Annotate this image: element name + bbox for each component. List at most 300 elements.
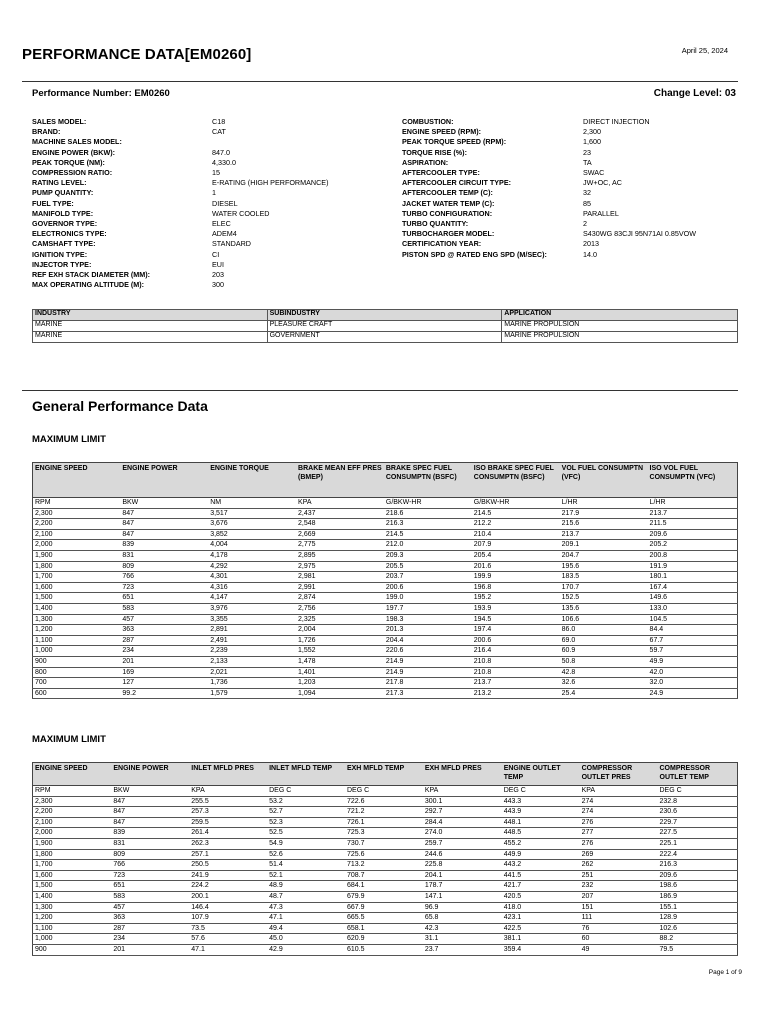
table-cell: 2,981 <box>296 572 384 583</box>
spec-value: 85 <box>583 198 591 208</box>
table-row <box>33 635 738 646</box>
table-row <box>33 625 738 636</box>
column-header: ENGINE POWER <box>120 463 208 498</box>
table-row <box>33 540 738 551</box>
spec-row <box>402 188 696 198</box>
table-cell: 2,100 <box>33 529 121 540</box>
spec-row <box>32 168 328 178</box>
table-cell: 204.1 <box>423 870 502 881</box>
table-cell: 200.1 <box>189 891 267 902</box>
table-cell: 847 <box>120 508 208 519</box>
column-header: INLET MFLD TEMP <box>267 763 345 786</box>
table-cell: 217.8 <box>384 678 472 689</box>
table-cell: 212.2 <box>472 519 560 530</box>
table-cell: 49.4 <box>267 923 345 934</box>
spec-label: ENGINE POWER (BKW): <box>32 147 116 157</box>
spec-value: DIRECT INJECTION <box>583 117 650 126</box>
table-cell: 1,800 <box>33 849 112 860</box>
table-cell: 225.8 <box>423 860 502 871</box>
table-cell: 241.9 <box>189 870 267 881</box>
table-cell: 359.4 <box>502 944 580 955</box>
table-cell: 133.0 <box>648 603 738 614</box>
table-cell: 2,991 <box>296 582 384 593</box>
table-row <box>33 603 738 614</box>
spec-value: 15 <box>212 168 220 178</box>
table-cell: 196.8 <box>472 582 560 593</box>
unit-cell: DEG C <box>267 786 345 797</box>
spec-value: WATER COOLED <box>212 208 270 218</box>
table-cell: 448.1 <box>502 817 580 828</box>
spec-value: SWAC <box>583 168 605 178</box>
table2-title: MAXIMUM LIMIT <box>32 734 106 745</box>
table-cell: 2,200 <box>33 519 121 530</box>
table-cell: 198.3 <box>384 614 472 625</box>
spec-row <box>402 137 696 147</box>
spec-row <box>402 127 696 137</box>
spec-row <box>32 260 328 270</box>
spec-row <box>32 250 328 260</box>
spec-row <box>402 158 696 168</box>
table-cell: 107.9 <box>189 913 267 924</box>
table-cell: 210.8 <box>472 667 560 678</box>
table-cell: 1,100 <box>33 923 112 934</box>
table-cell: 191.9 <box>648 561 738 572</box>
spec-value: S430WG 83CJI 95N71AI 0.85VOW <box>583 229 697 239</box>
table-row <box>33 881 738 892</box>
table-row <box>33 678 738 689</box>
column-header: COMPRESSOR OUTLET PRES <box>580 763 658 786</box>
spec-label: FUEL TYPE: <box>32 198 74 208</box>
table-cell: 800 <box>33 667 121 678</box>
page-title: PERFORMANCE DATA[EM0260] <box>22 46 252 63</box>
table-cell: 900 <box>33 656 121 667</box>
table-cell: 583 <box>120 603 208 614</box>
spec-label: AFTERCOOLER TEMP (C): <box>402 188 493 198</box>
spec-value: ADEM4 <box>212 229 237 239</box>
table-cell: 212.0 <box>384 540 472 551</box>
table-cell: 147.1 <box>423 891 502 902</box>
table-cell: 244.6 <box>423 849 502 860</box>
table-cell: 2,669 <box>296 529 384 540</box>
table-cell: 209.1 <box>560 540 648 551</box>
table-cell: 847 <box>120 519 208 530</box>
table-cell: 214.5 <box>384 529 472 540</box>
table-row <box>33 807 738 818</box>
table-row <box>33 561 738 572</box>
table-cell: 52.7 <box>267 807 345 818</box>
table-cell: 1,094 <box>296 688 384 699</box>
industry-header-cell: SUBINDUSTRY <box>267 310 502 321</box>
spec-row <box>402 117 696 127</box>
table-cell: 201.3 <box>384 625 472 636</box>
units-row <box>33 786 738 797</box>
table-cell: 234 <box>120 646 208 657</box>
table-cell: 255.5 <box>189 796 267 807</box>
table-cell: 232 <box>580 881 658 892</box>
spec-label: CERTIFICATION YEAR: <box>402 239 482 249</box>
table-cell: 809 <box>111 849 189 860</box>
table-cell: 152.5 <box>560 593 648 604</box>
table-cell: 287 <box>120 635 208 646</box>
table-row <box>33 860 738 871</box>
table-cell: 1,726 <box>296 635 384 646</box>
table-cell: 234 <box>111 934 189 945</box>
table-cell: 831 <box>120 550 208 561</box>
table-cell: 52.6 <box>267 849 345 860</box>
table-cell: 199.0 <box>384 593 472 604</box>
unit-cell: G/BKW-HR <box>384 498 472 509</box>
unit-cell: RPM <box>33 786 112 797</box>
table-cell: 169 <box>120 667 208 678</box>
table-cell: 2,775 <box>296 540 384 551</box>
page-number: Page 1 of 9 <box>708 969 742 976</box>
spec-value: TA <box>583 157 592 167</box>
table-cell: 1,500 <box>33 881 112 892</box>
table-cell: 214.9 <box>384 667 472 678</box>
table-cell: 201 <box>120 656 208 667</box>
table-cell: 42.3 <box>423 923 502 934</box>
table-cell: 205.4 <box>472 550 560 561</box>
table-cell: 4,316 <box>208 582 296 593</box>
specs-right-column <box>402 117 696 260</box>
industry-header-cell: APPLICATION <box>502 310 738 321</box>
table-cell: 2,325 <box>296 614 384 625</box>
table-cell: 651 <box>111 881 189 892</box>
table-cell: 1,400 <box>33 891 112 902</box>
spec-label: REF EXH STACK DIAMETER (MM): <box>32 270 151 280</box>
table-cell: 4,004 <box>208 540 296 551</box>
spec-row <box>32 270 328 280</box>
table-cell: 3,517 <box>208 508 296 519</box>
table-cell: 3,355 <box>208 614 296 625</box>
spec-value: STANDARD <box>212 239 252 249</box>
table-cell: 725.6 <box>345 849 423 860</box>
table-row <box>33 817 738 828</box>
table-cell: 42.0 <box>648 667 738 678</box>
table-cell: 363 <box>120 625 208 636</box>
table-cell: 443.2 <box>502 860 580 871</box>
table-cell: 32.0 <box>648 678 738 689</box>
table-cell: 25.4 <box>560 688 648 699</box>
table-cell: 99.2 <box>120 688 208 699</box>
table-cell: 847 <box>111 807 189 818</box>
table-cell: 2,239 <box>208 646 296 657</box>
spec-label: ENGINE SPEED (RPM): <box>402 127 482 137</box>
spec-value: DIESEL <box>212 198 238 208</box>
table-cell: 220.6 <box>384 646 472 657</box>
table-cell: 1,600 <box>33 870 112 881</box>
table-cell: 730.7 <box>345 838 423 849</box>
table-cell: 213.2 <box>472 688 560 699</box>
table-cell: 1,200 <box>33 913 112 924</box>
table-cell: 42.8 <box>560 667 648 678</box>
table-cell: 3,852 <box>208 529 296 540</box>
table-cell: 216.4 <box>472 646 560 657</box>
unit-cell: BKW <box>120 498 208 509</box>
table-cell: 658.1 <box>345 923 423 934</box>
spec-value: 2013 <box>583 239 599 249</box>
table-cell: 52.3 <box>267 817 345 828</box>
table-cell: 276 <box>580 838 658 849</box>
unit-cell: L/HR <box>560 498 648 509</box>
table-cell: 766 <box>120 572 208 583</box>
spec-value: ELEC <box>212 219 231 229</box>
spec-row <box>402 199 696 209</box>
table-cell: 216.3 <box>384 519 472 530</box>
table-cell: 194.5 <box>472 614 560 625</box>
table-cell: 259.7 <box>423 838 502 849</box>
table-cell: 441.5 <box>502 870 580 881</box>
table-cell: 1,300 <box>33 614 121 625</box>
table-cell: 200.6 <box>384 582 472 593</box>
table-cell: 24.9 <box>648 688 738 699</box>
table-cell: 47.1 <box>267 913 345 924</box>
spec-row <box>32 178 328 188</box>
table-cell: 259.5 <box>189 817 267 828</box>
table-cell: 225.1 <box>658 838 738 849</box>
table-cell: 2,874 <box>296 593 384 604</box>
section-divider <box>22 390 738 391</box>
table-cell: 1,700 <box>33 860 112 871</box>
table-cell: 193.9 <box>472 603 560 614</box>
table-cell: 127 <box>120 678 208 689</box>
column-header: EXH MFLD TEMP <box>345 763 423 786</box>
performance-table-1 <box>32 462 738 699</box>
table-row <box>33 828 738 839</box>
table-cell: 167.4 <box>648 582 738 593</box>
table-row <box>33 796 738 807</box>
spec-row <box>32 117 328 127</box>
table-cell: 32.6 <box>560 678 648 689</box>
table-cell: 50.8 <box>560 656 648 667</box>
table-cell: 2,133 <box>208 656 296 667</box>
table-cell: 111 <box>580 913 658 924</box>
table-cell: 96.9 <box>423 902 502 913</box>
table-cell: 31.1 <box>423 934 502 945</box>
table-cell: 809 <box>120 561 208 572</box>
table-cell: 207 <box>580 891 658 902</box>
table-cell: 217.9 <box>560 508 648 519</box>
industry-cell: MARINE <box>33 321 268 332</box>
table-cell: 213.7 <box>472 678 560 689</box>
table-cell: 57.6 <box>189 934 267 945</box>
table-cell: 2,975 <box>296 561 384 572</box>
table-cell: 1,478 <box>296 656 384 667</box>
spec-label: PEAK TORQUE SPEED (RPM): <box>402 137 507 147</box>
table-cell: 210.4 <box>472 529 560 540</box>
table-cell: 3,676 <box>208 519 296 530</box>
table-cell: 423.1 <box>502 913 580 924</box>
table-row <box>33 550 738 561</box>
table-cell: 209.6 <box>648 529 738 540</box>
table-cell: 713.2 <box>345 860 423 871</box>
table-cell: 262 <box>580 860 658 871</box>
table-cell: 722.6 <box>345 796 423 807</box>
unit-cell: KPA <box>423 786 502 797</box>
spec-label: AFTERCOOLER TYPE: <box>402 168 480 178</box>
spec-row <box>32 199 328 209</box>
table-cell: 1,900 <box>33 550 121 561</box>
spec-label: MANIFOLD TYPE: <box>32 208 94 218</box>
column-header: ENGINE POWER <box>111 763 189 786</box>
table-row <box>33 923 738 934</box>
table-cell: 59.7 <box>648 646 738 657</box>
table-cell: 229.7 <box>658 817 738 828</box>
table-cell: 73.5 <box>189 923 267 934</box>
column-header: COMPRESSOR OUTLET TEMP <box>658 763 738 786</box>
column-header: INLET MFLD PRES <box>189 763 267 786</box>
table-cell: 620.9 <box>345 934 423 945</box>
table-row <box>33 614 738 625</box>
table-cell: 200.8 <box>648 550 738 561</box>
spec-row <box>32 219 328 229</box>
table-cell: 47.1 <box>189 944 267 955</box>
spec-label: COMBUSTION: <box>402 117 454 126</box>
industry-table <box>32 309 738 343</box>
column-header: ENGINE TORQUE <box>208 463 296 498</box>
table-cell: 274 <box>580 796 658 807</box>
table-cell: 284.4 <box>423 817 502 828</box>
column-header: ISO BRAKE SPEC FUEL CONSUMPTN (BSFC) <box>472 463 560 498</box>
table-cell: 261.4 <box>189 828 267 839</box>
spec-value: CAT <box>212 127 226 137</box>
spec-value: 4,330.0 <box>212 157 236 167</box>
table-cell: 49 <box>580 944 658 955</box>
table-row <box>33 519 738 530</box>
table-cell: 1,000 <box>33 934 112 945</box>
table-cell: 1,800 <box>33 561 121 572</box>
specs-left-column <box>32 117 328 290</box>
table-cell: 700 <box>33 678 121 689</box>
spec-label: BRAND: <box>32 127 61 137</box>
unit-cell: DEG C <box>502 786 580 797</box>
table-cell: 67.7 <box>648 635 738 646</box>
table-cell: 2,200 <box>33 807 112 818</box>
table-cell: 443.3 <box>502 796 580 807</box>
table-cell: 2,756 <box>296 603 384 614</box>
table-row <box>33 913 738 924</box>
table-cell: 207.9 <box>472 540 560 551</box>
spec-row <box>32 137 328 147</box>
table-cell: 723 <box>120 582 208 593</box>
table-cell: 2,100 <box>33 817 112 828</box>
table-cell: 180.1 <box>648 572 738 583</box>
table-cell: 205.2 <box>648 540 738 551</box>
table-cell: 1,100 <box>33 635 121 646</box>
column-header: ISO VOL FUEL CONSUMPTN (VFC) <box>648 463 738 498</box>
table-cell: 276 <box>580 817 658 828</box>
spec-label: GOVERNOR TYPE: <box>32 219 98 229</box>
spec-value: 2 <box>583 219 587 229</box>
table-cell: 723 <box>111 870 189 881</box>
table-cell: 269 <box>580 849 658 860</box>
table-cell: 198.6 <box>658 881 738 892</box>
table-cell: 227.5 <box>658 828 738 839</box>
table-cell: 135.6 <box>560 603 648 614</box>
table-cell: 274.0 <box>423 828 502 839</box>
table-cell: 128.9 <box>658 913 738 924</box>
table-cell: 224.2 <box>189 881 267 892</box>
table-cell: 1,736 <box>208 678 296 689</box>
table-cell: 214.9 <box>384 656 472 667</box>
table-cell: 205.5 <box>384 561 472 572</box>
table-row <box>33 870 738 881</box>
table-row <box>33 838 738 849</box>
industry-cell: MARINE PROPULSION <box>502 321 738 332</box>
column-header: ENGINE SPEED <box>33 463 121 498</box>
table-cell: 186.9 <box>658 891 738 902</box>
table-cell: 839 <box>111 828 189 839</box>
industry-cell: MARINE <box>33 332 268 343</box>
table-row <box>33 688 738 699</box>
spec-value: 203 <box>212 270 224 280</box>
table-cell: 251 <box>580 870 658 881</box>
spec-value: 2,300 <box>583 127 601 137</box>
table-cell: 2,004 <box>296 625 384 636</box>
table-cell: 151 <box>580 902 658 913</box>
unit-cell: RPM <box>33 498 121 509</box>
table-cell: 155.1 <box>658 902 738 913</box>
table-cell: 2,437 <box>296 508 384 519</box>
table-cell: 204.7 <box>560 550 648 561</box>
column-header: BRAKE SPEC FUEL CONSUMPTN (BSFC) <box>384 463 472 498</box>
table-cell: 2,300 <box>33 508 121 519</box>
spec-value: C18 <box>212 117 226 126</box>
column-header: ENGINE OUTLET TEMP <box>502 763 580 786</box>
table-cell: 49.9 <box>648 656 738 667</box>
table-cell: 232.8 <box>658 796 738 807</box>
table-cell: 51.4 <box>267 860 345 871</box>
spec-label: TORQUE RISE (%): <box>402 147 467 157</box>
spec-label: TURBO CONFIGURATION: <box>402 208 493 218</box>
table-cell: 218.6 <box>384 508 472 519</box>
table-cell: 197.4 <box>472 625 560 636</box>
table-cell: 257.1 <box>189 849 267 860</box>
spec-label: SALES MODEL: <box>32 117 87 126</box>
table-row <box>33 667 738 678</box>
table-row <box>33 891 738 902</box>
spec-label: AFTERCOOLER CIRCUIT TYPE: <box>402 178 512 188</box>
table-cell: 146.4 <box>189 902 267 913</box>
table-row <box>33 593 738 604</box>
spec-value: E-RATING (HIGH PERFORMANCE) <box>212 178 329 188</box>
table-cell: 1,700 <box>33 572 121 583</box>
table-cell: 2,895 <box>296 550 384 561</box>
table-cell: 1,401 <box>296 667 384 678</box>
table-cell: 211.5 <box>648 519 738 530</box>
spec-row <box>402 239 696 249</box>
table-row <box>33 902 738 913</box>
table-cell: 1,200 <box>33 625 121 636</box>
spec-value: JW+OC, AC <box>583 178 622 188</box>
table-cell: 900 <box>33 944 112 955</box>
table-cell: 1,300 <box>33 902 112 913</box>
table-cell: 457 <box>111 902 189 913</box>
table-cell: 195.6 <box>560 561 648 572</box>
table-cell: 455.2 <box>502 838 580 849</box>
column-header: BRAKE MEAN EFF PRES (BMEP) <box>296 463 384 498</box>
unit-cell: DEG C <box>345 786 423 797</box>
spec-label: ELECTRONICS TYPE: <box>32 229 107 239</box>
table-cell: 88.2 <box>658 934 738 945</box>
column-header: EXH MFLD PRES <box>423 763 502 786</box>
table-cell: 1,000 <box>33 646 121 657</box>
table-cell: 209.6 <box>658 870 738 881</box>
spec-row <box>32 280 328 290</box>
table-cell: 204.4 <box>384 635 472 646</box>
table-cell: 684.1 <box>345 881 423 892</box>
table-row <box>33 934 738 945</box>
